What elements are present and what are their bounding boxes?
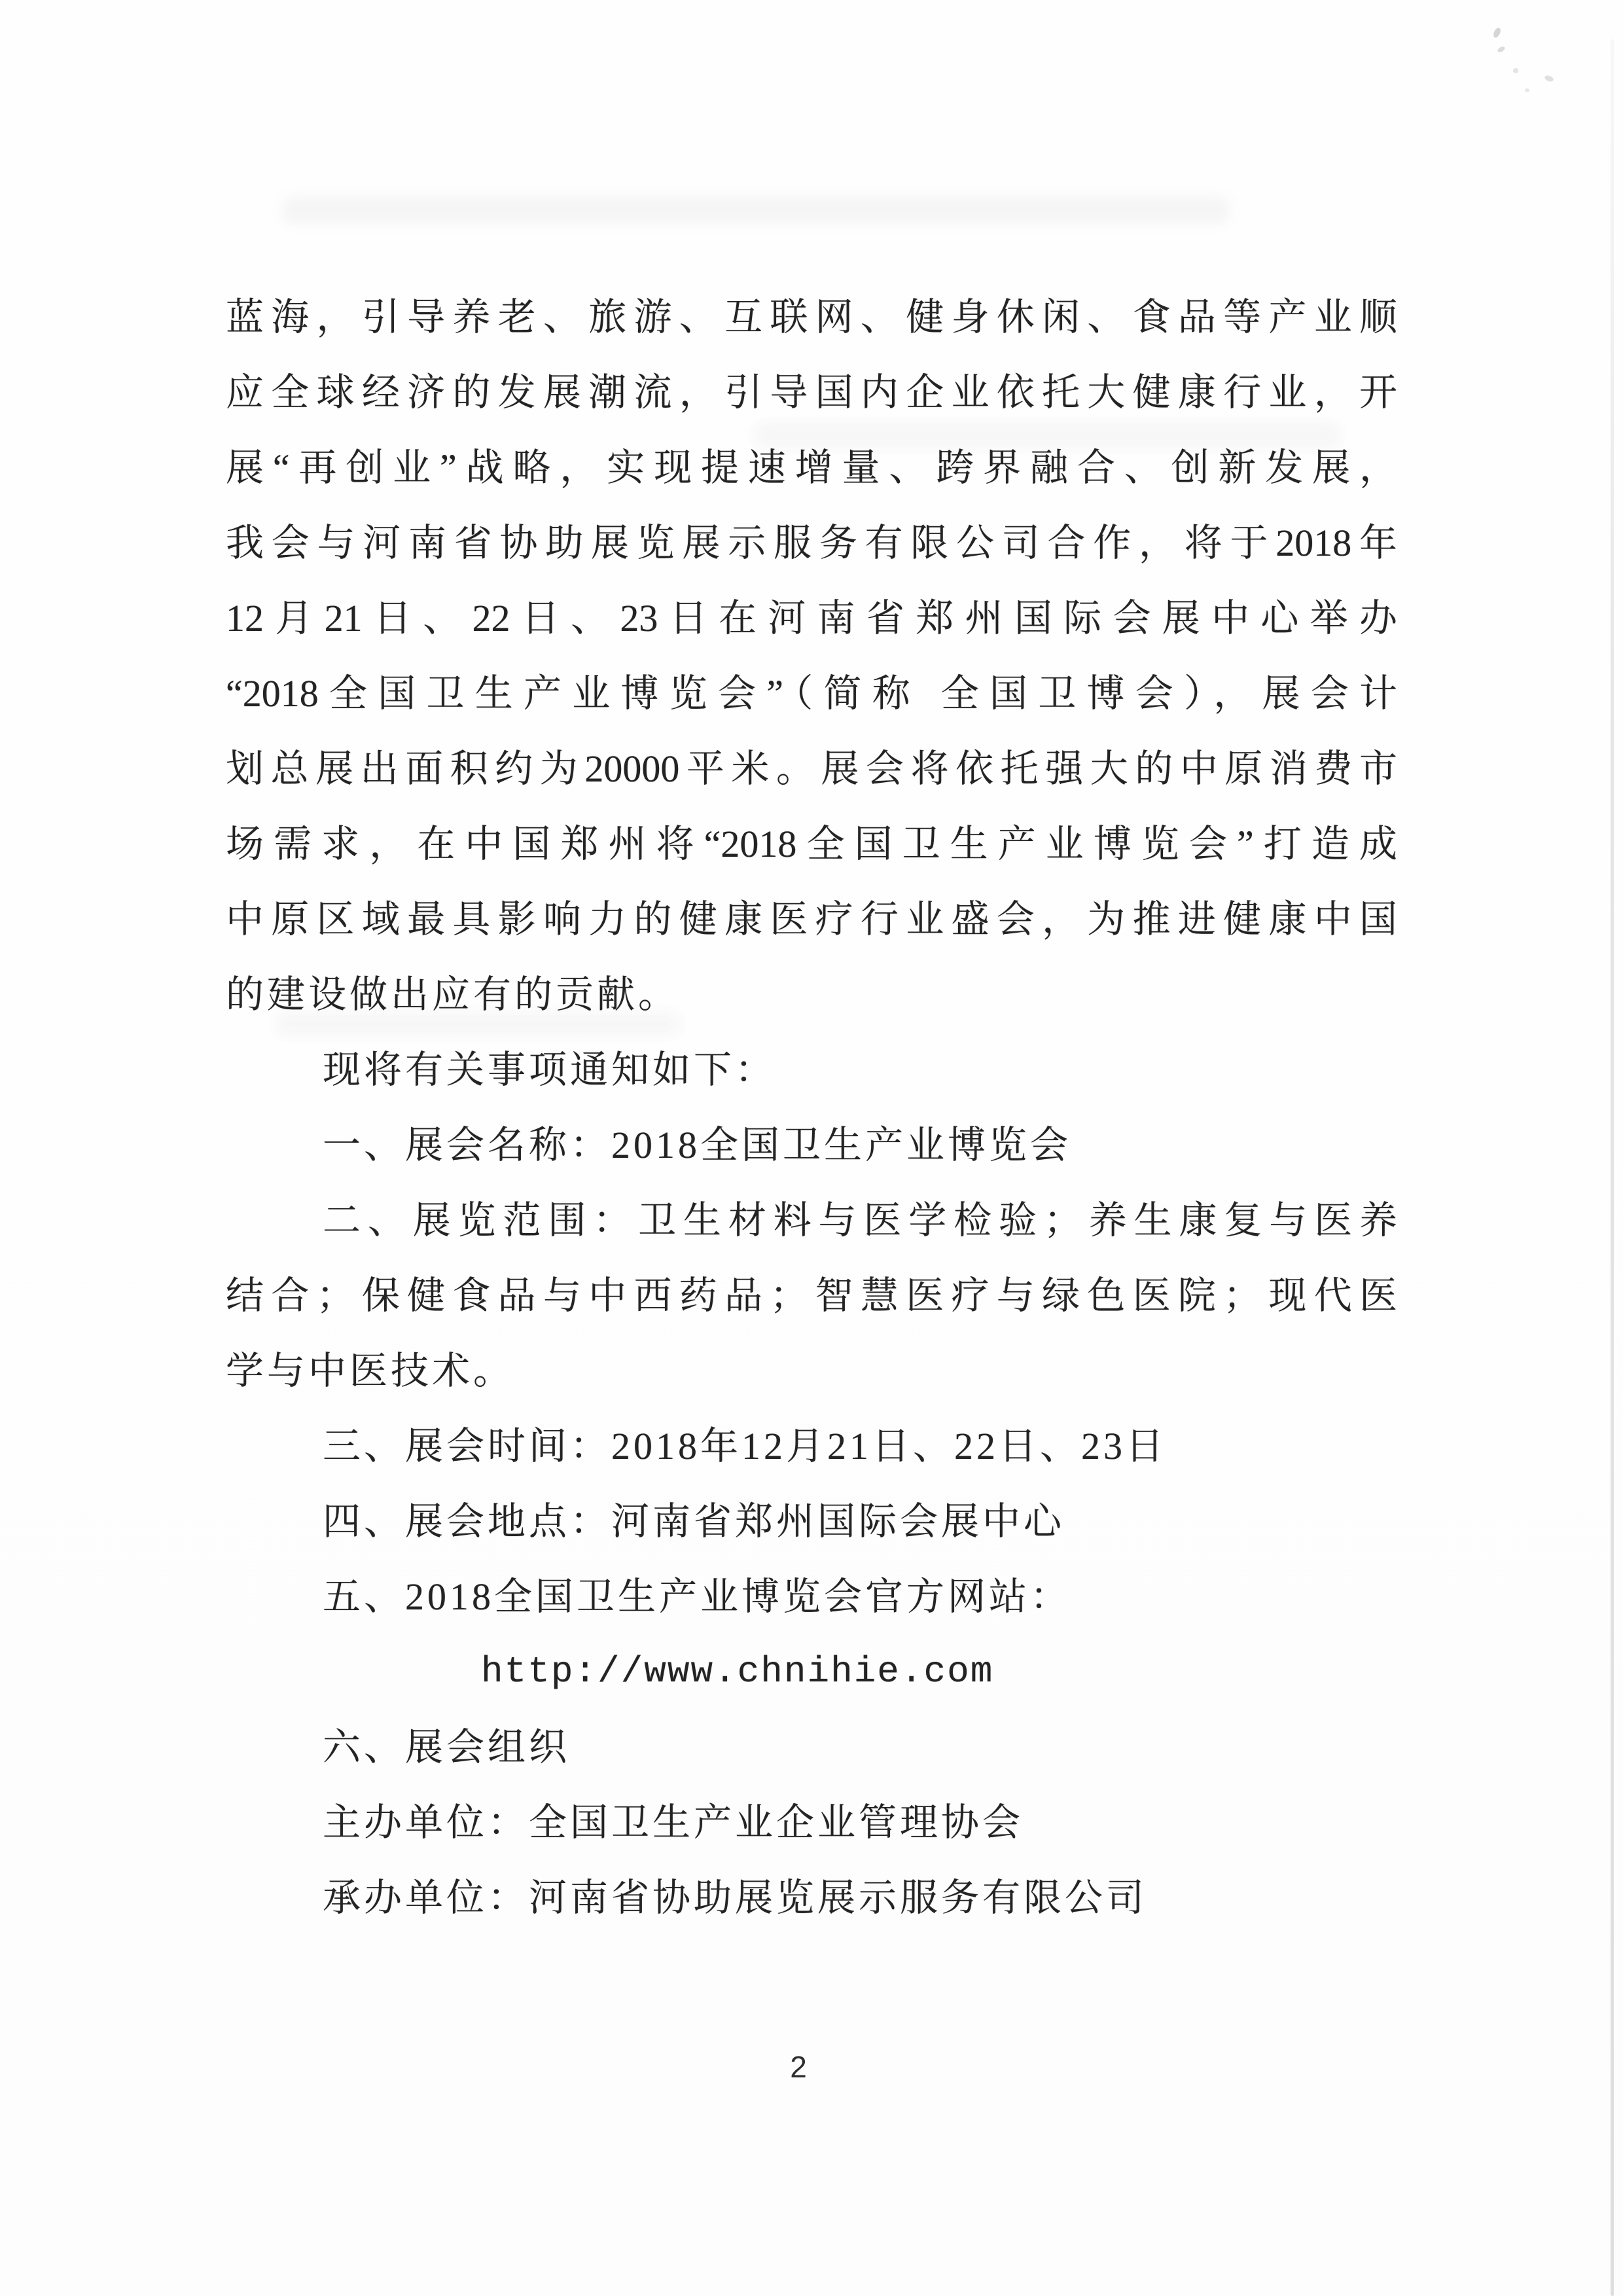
body-line: “2018全国卫生产业博览会”（简称 全国卫博会），展会计 xyxy=(226,672,1397,715)
item-expo-website-label: 五、2018全国卫生产业博览会官方网站： xyxy=(323,1575,1072,1618)
item-expo-time: 三、展会时间：2018年12月21日、22日、23日 xyxy=(323,1425,1168,1467)
page-number: 2 xyxy=(790,2050,807,2084)
body-line: 蓝海，引导养老、旅游、互联网、健身休闲、食品等产业顺 xyxy=(226,296,1397,338)
scan-speck xyxy=(1513,68,1518,73)
scan-speck xyxy=(1525,88,1529,92)
body-line: 中原区域最具影响力的健康医疗行业盛会，为推进健康中国 xyxy=(226,898,1397,941)
item-expo-scope-cont: 结合；保健食品与中西药品；智慧医疗与绿色医院；现代医 xyxy=(226,1274,1397,1317)
item-expo-name: 一、展会名称：2018全国卫生产业博览会 xyxy=(323,1124,1072,1166)
item-expo-scope-end: 学与中医技术。 xyxy=(226,1350,515,1392)
body-line: 12月21日、22日、23日在河南省郑州国际会展中心举办 xyxy=(226,597,1397,639)
scan-speck xyxy=(1492,27,1502,39)
item-expo-organization: 六、展会组织 xyxy=(323,1726,571,1768)
item-organizer-unit: 承办单位：河南省协助展览展示服务有限公司 xyxy=(323,1876,1148,1919)
item-expo-venue: 四、展会地点：河南省郑州国际会展中心 xyxy=(323,1500,1065,1543)
body-line: 我会与河南省协助展览展示服务有限公司合作，将于2018年 xyxy=(226,522,1397,564)
body-line: 的建设做出应有的贡献。 xyxy=(226,973,680,1016)
item-expo-scope: 二、展览范围：卫生材料与医学检验；养生康复与医养 xyxy=(323,1199,1397,1242)
notice-intro-line: 现将有关事项通知如下： xyxy=(323,1049,777,1091)
body-line: 场需求，在中国郑州将“2018全国卫生产业博览会”打造成 xyxy=(226,823,1397,865)
expo-website-url: http://www.chnihie.com xyxy=(481,1651,994,1693)
body-line: 应全球经济的发展潮流，引导国内企业依托大健康行业，开 xyxy=(226,371,1397,414)
body-line: 划总展出面积约为20000平米。展会将依托强大的中原消费市 xyxy=(226,747,1397,790)
body-line: 展“再创业”战略，实现提速增量、跨界融合、创新发展， xyxy=(226,446,1397,489)
scan-speck xyxy=(1497,45,1506,53)
scan-speck xyxy=(1544,75,1554,82)
body-text xyxy=(226,279,1397,1935)
scan-edge-shadow xyxy=(1611,39,1614,2296)
bleedthrough-smudge xyxy=(281,196,1230,224)
item-host-unit: 主办单位：全国卫生产业企业管理协会 xyxy=(323,1801,1024,1844)
